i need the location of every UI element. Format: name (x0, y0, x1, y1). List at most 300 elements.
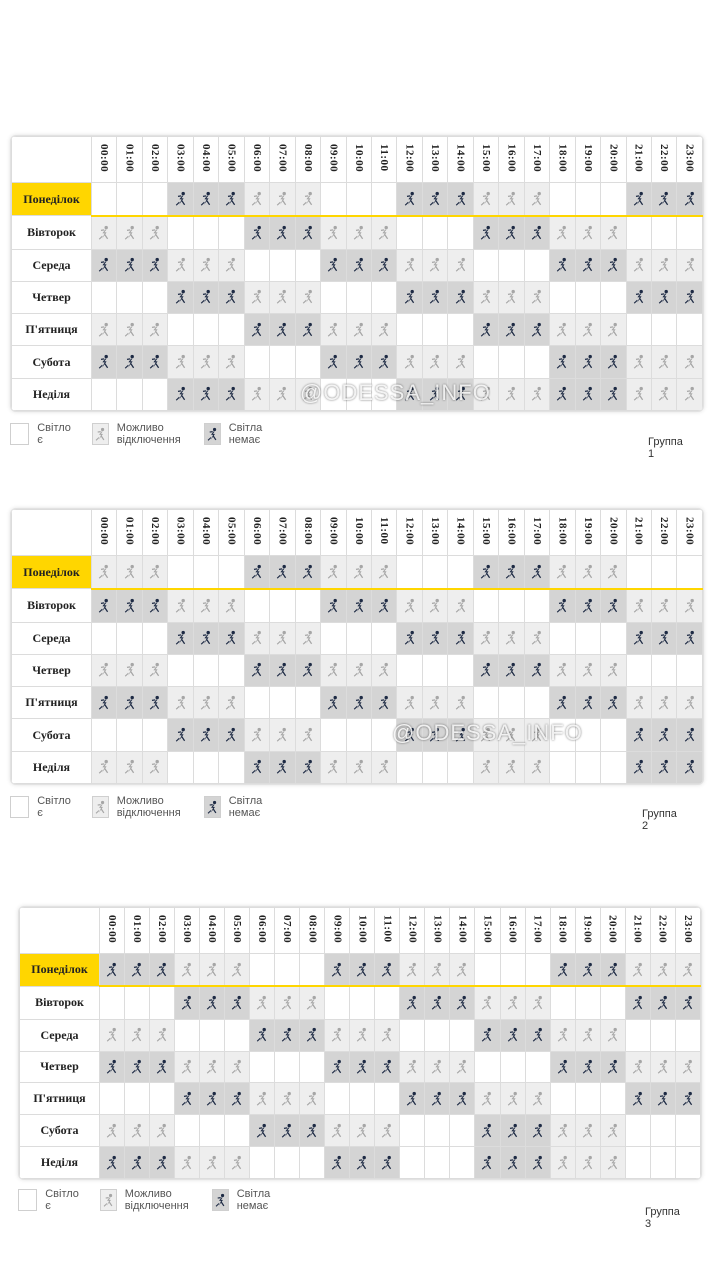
power-on-cell (350, 986, 375, 1019)
power-off-cell (92, 687, 117, 719)
power-on-cell (475, 954, 500, 987)
lightning-man-icon (225, 1091, 249, 1107)
power-on-cell (168, 556, 193, 589)
group-title: Группа 1 (648, 436, 683, 460)
lightning-man-icon (321, 695, 345, 711)
lightning-man-icon (92, 598, 116, 614)
lightning-man-icon (550, 225, 574, 241)
lightning-man-icon (576, 695, 600, 711)
possible-outage-cell (371, 314, 396, 346)
lightning-man-icon (150, 1059, 174, 1075)
possible-outage-cell (193, 346, 218, 378)
lightning-man-icon (150, 1027, 174, 1043)
hour-header (270, 137, 295, 183)
power-off-cell (270, 751, 295, 783)
power-on-cell (601, 622, 626, 654)
legend-swatch-on (18, 1189, 37, 1211)
hour-label: 23:00 (683, 143, 696, 173)
schedule-table (11, 509, 703, 784)
possible-outage-cell (92, 556, 117, 589)
watermark: @ODESSA_INFO (300, 380, 491, 405)
lightning-man-icon (168, 354, 192, 370)
lightning-man-icon (475, 995, 499, 1011)
power-on-cell (371, 281, 396, 313)
possible-outage-cell (651, 687, 676, 719)
power-off-cell (651, 622, 676, 654)
lightning-man-icon (296, 289, 320, 305)
power-on-cell (100, 986, 125, 1019)
power-off-cell (601, 346, 626, 378)
lightning-man-icon (425, 1091, 449, 1107)
lightning-man-icon (652, 759, 676, 775)
possible-outage-cell (371, 654, 396, 686)
power-on-cell (350, 1083, 375, 1115)
power-on-cell (321, 183, 346, 216)
power-on-cell (250, 1147, 275, 1179)
power-on-cell (225, 1115, 250, 1147)
lightning-man-icon (475, 1155, 499, 1171)
lightning-man-icon (375, 1155, 399, 1171)
lightning-man-icon (275, 1091, 299, 1107)
lightning-man-icon (372, 354, 396, 370)
hour-header (626, 137, 651, 183)
hour-label: 00:00 (98, 143, 111, 173)
power-off-cell (473, 556, 498, 589)
lightning-man-icon (550, 257, 574, 273)
power-off-cell (601, 378, 626, 410)
power-on-cell (400, 1019, 425, 1051)
power-on-cell (295, 249, 320, 281)
possible-outage-cell (225, 1147, 250, 1179)
lightning-man-icon (270, 322, 294, 338)
possible-outage-cell (400, 954, 425, 987)
power-off-cell (524, 556, 549, 589)
lightning-man-icon (92, 796, 109, 818)
lightning-man-icon (200, 962, 224, 978)
lightning-man-icon (270, 191, 294, 207)
power-off-cell (448, 281, 473, 313)
power-off-cell (422, 622, 447, 654)
possible-outage-cell (626, 249, 651, 281)
power-off-cell (193, 622, 218, 654)
power-on-cell (677, 314, 703, 346)
possible-outage-cell (371, 556, 396, 589)
lightning-man-icon (676, 995, 700, 1011)
lightning-man-icon (92, 225, 116, 241)
lightning-man-icon (372, 322, 396, 338)
hours-header-row (20, 908, 701, 954)
lightning-man-icon (652, 727, 676, 743)
power-on-cell (275, 1147, 300, 1179)
possible-outage-cell (475, 986, 500, 1019)
possible-outage-cell (448, 687, 473, 719)
hour-header (371, 510, 396, 556)
lightning-man-icon (676, 962, 700, 978)
lightning-man-icon (325, 1155, 349, 1171)
lightning-man-icon (601, 1027, 625, 1043)
possible-outage-cell (275, 986, 300, 1019)
possible-outage-cell (626, 687, 651, 719)
lightning-man-icon (270, 630, 294, 646)
lightning-man-icon (372, 564, 396, 580)
lightning-man-icon (601, 386, 625, 402)
day-label: Понеділок (12, 183, 92, 216)
power-off-cell (425, 986, 450, 1019)
possible-outage-cell (525, 986, 550, 1019)
lightning-man-icon (347, 662, 371, 678)
power-on-cell (117, 378, 142, 410)
lightning-man-icon (372, 225, 396, 241)
lightning-man-icon (375, 1123, 399, 1139)
power-on-cell (321, 281, 346, 313)
power-off-cell (375, 1051, 400, 1083)
power-off-cell (448, 183, 473, 216)
power-off-cell (346, 687, 371, 719)
power-off-cell (125, 954, 150, 987)
lightning-man-icon (551, 1027, 575, 1043)
power-off-cell (117, 346, 142, 378)
power-on-cell (524, 687, 549, 719)
lightning-man-icon (200, 1059, 224, 1075)
legend-label: Світла немає (228, 795, 263, 819)
power-off-cell (168, 622, 193, 654)
lightning-man-icon (245, 564, 269, 580)
power-off-cell (168, 183, 193, 216)
possible-outage-cell (117, 216, 142, 249)
schedule-table-panel (10, 508, 704, 785)
possible-outage-cell (175, 1147, 200, 1179)
day-row (12, 249, 703, 281)
possible-outage-cell (499, 281, 524, 313)
lightning-man-icon (296, 386, 320, 402)
power-off-cell (397, 183, 422, 216)
lightning-man-icon (245, 289, 269, 305)
power-on-cell (219, 654, 244, 686)
hour-header (550, 137, 575, 183)
power-off-cell (142, 249, 167, 281)
lightning-man-icon (296, 759, 320, 775)
hour-label: 11:00 (378, 517, 391, 545)
power-on-cell (142, 378, 167, 410)
possible-outage-cell (150, 1019, 175, 1051)
lightning-man-icon (168, 289, 192, 305)
lightning-man-icon (525, 225, 549, 241)
power-on-cell (295, 346, 320, 378)
power-on-cell (550, 183, 575, 216)
possible-outage-cell (244, 622, 269, 654)
possible-outage-cell (575, 556, 600, 589)
lightning-man-icon (677, 695, 702, 711)
schedule-table-panel (10, 135, 704, 412)
legend (10, 422, 285, 446)
hour-label: 14:00 (454, 143, 467, 173)
lightning-man-icon (194, 354, 218, 370)
lightning-man-icon (175, 995, 199, 1011)
group-title: Группа 2 (642, 808, 677, 832)
power-on-cell (295, 687, 320, 719)
lightning-man-icon (300, 1123, 324, 1139)
legend-label: Світло є (37, 795, 71, 819)
lightning-man-icon (550, 564, 574, 580)
hour-header (600, 908, 625, 954)
hour-label: 08:00 (306, 914, 319, 944)
lightning-man-icon (448, 598, 472, 614)
lightning-man-icon (651, 962, 675, 978)
power-off-cell (295, 654, 320, 686)
hour-header (125, 908, 150, 954)
legend-item-off (204, 422, 268, 446)
power-off-cell (175, 1083, 200, 1115)
power-off-cell (193, 719, 218, 751)
lightning-man-icon (627, 727, 651, 743)
lightning-man-icon (652, 354, 676, 370)
power-off-cell (601, 687, 626, 719)
hour-label: 02:00 (149, 516, 162, 546)
possible-outage-cell (346, 654, 371, 686)
power-off-cell (125, 1051, 150, 1083)
lightning-man-icon (347, 759, 371, 775)
day-row (20, 954, 701, 987)
power-off-cell (150, 1147, 175, 1179)
lightning-man-icon (677, 630, 702, 646)
possible-outage-cell (473, 281, 498, 313)
lightning-man-icon (499, 759, 523, 775)
lightning-man-icon (627, 289, 651, 305)
power-off-cell (675, 986, 700, 1019)
possible-outage-cell (275, 1083, 300, 1115)
hour-header (168, 510, 193, 556)
lightning-man-icon (321, 598, 345, 614)
possible-outage-cell (295, 183, 320, 216)
possible-outage-cell (295, 719, 320, 751)
lightning-man-icon (652, 630, 676, 646)
day-label: Четвер (12, 654, 92, 686)
power-on-cell (275, 954, 300, 987)
possible-outage-cell (525, 1083, 550, 1115)
lightning-man-icon (397, 598, 421, 614)
lightning-man-icon (450, 962, 474, 978)
lightning-man-icon (100, 1155, 124, 1171)
lightning-man-icon (117, 662, 141, 678)
hour-header (244, 510, 269, 556)
lightning-man-icon (372, 662, 396, 678)
power-off-cell (244, 751, 269, 783)
hour-header (550, 908, 575, 954)
hour-header (325, 908, 350, 954)
lightning-man-icon (275, 995, 299, 1011)
power-off-cell (125, 1147, 150, 1179)
lightning-man-icon (270, 727, 294, 743)
lightning-man-icon (626, 962, 650, 978)
power-on-cell (575, 1083, 600, 1115)
power-off-cell (200, 1083, 225, 1115)
lightning-man-icon (225, 1059, 249, 1075)
lightning-man-icon (423, 257, 447, 273)
lightning-man-icon (397, 630, 421, 646)
day-row (12, 687, 703, 719)
lightning-man-icon (475, 1091, 499, 1107)
power-off-cell (400, 1083, 425, 1115)
power-off-cell (626, 751, 651, 783)
hour-label: 21:00 (631, 914, 644, 944)
lightning-man-icon (92, 322, 116, 338)
possible-outage-cell (450, 1051, 475, 1083)
power-off-cell (295, 314, 320, 346)
power-on-cell (346, 183, 371, 216)
lightning-man-icon (601, 354, 625, 370)
power-off-cell (100, 954, 125, 987)
power-on-cell (397, 751, 422, 783)
lightning-man-icon (350, 1155, 374, 1171)
possible-outage-cell (325, 1019, 350, 1051)
lightning-man-icon (601, 1155, 625, 1171)
power-off-cell (550, 589, 575, 622)
possible-outage-cell (524, 281, 549, 313)
possible-outage-cell (142, 314, 167, 346)
possible-outage-cell (346, 751, 371, 783)
power-off-cell (219, 622, 244, 654)
lightning-man-icon (400, 995, 424, 1011)
power-off-cell (142, 687, 167, 719)
day-label: Понеділок (20, 954, 100, 987)
power-on-cell (397, 216, 422, 249)
lightning-man-icon (425, 1059, 449, 1075)
lightning-man-icon (525, 727, 549, 743)
lightning-man-icon (448, 257, 472, 273)
power-on-cell (601, 719, 626, 751)
power-off-cell (626, 622, 651, 654)
possible-outage-cell (524, 183, 549, 216)
power-off-cell (600, 954, 625, 987)
lightning-man-icon (125, 1027, 149, 1043)
possible-outage-cell (92, 654, 117, 686)
power-on-cell (524, 249, 549, 281)
legend-label: Можливо відключення (116, 795, 181, 819)
lightning-man-icon (245, 386, 269, 402)
lightning-man-icon (300, 1027, 324, 1043)
lightning-man-icon (168, 386, 192, 402)
power-on-cell (125, 1083, 150, 1115)
hour-header (250, 908, 275, 954)
lightning-man-icon (550, 322, 574, 338)
lightning-man-icon (501, 1155, 525, 1171)
power-off-cell (475, 1115, 500, 1147)
possible-outage-cell (601, 216, 626, 249)
power-off-cell (575, 954, 600, 987)
lightning-man-icon (117, 225, 141, 241)
power-on-cell (321, 378, 346, 410)
power-on-cell (626, 556, 651, 589)
lightning-man-icon (550, 354, 574, 370)
possible-outage-cell (626, 346, 651, 378)
power-on-cell (193, 654, 218, 686)
hour-header (270, 510, 295, 556)
hour-label: 05:00 (225, 143, 238, 173)
power-on-cell (193, 556, 218, 589)
day-row (12, 216, 703, 249)
power-off-cell (575, 687, 600, 719)
hour-header (142, 510, 167, 556)
power-on-cell (400, 1147, 425, 1179)
power-off-cell (525, 1147, 550, 1179)
power-on-cell (244, 687, 269, 719)
lightning-man-icon (219, 598, 243, 614)
power-off-cell (193, 183, 218, 216)
hour-label: 14:00 (456, 914, 469, 944)
lightning-man-icon (601, 257, 625, 273)
hour-header (117, 510, 142, 556)
power-on-cell (473, 249, 498, 281)
hour-header (219, 137, 244, 183)
hour-header (450, 908, 475, 954)
lightning-man-icon (576, 386, 600, 402)
lightning-man-icon (499, 662, 523, 678)
possible-outage-cell (626, 378, 651, 410)
possible-outage-cell (168, 249, 193, 281)
possible-outage-cell (550, 1147, 575, 1179)
lightning-man-icon (143, 564, 167, 580)
possible-outage-cell (270, 622, 295, 654)
legend-item-power-on (18, 1188, 82, 1212)
power-on-cell (100, 1083, 125, 1115)
lightning-man-icon (626, 1059, 650, 1075)
possible-outage-cell (244, 281, 269, 313)
power-on-cell (422, 216, 447, 249)
power-on-cell (142, 281, 167, 313)
lightning-man-icon (347, 257, 371, 273)
possible-outage-cell (650, 954, 675, 987)
possible-outage-cell (448, 589, 473, 622)
lightning-man-icon (501, 1091, 525, 1107)
possible-outage-cell (100, 1019, 125, 1051)
lightning-man-icon (92, 354, 116, 370)
power-on-cell (448, 556, 473, 589)
lightning-man-icon (117, 322, 141, 338)
power-on-cell (321, 719, 346, 751)
power-on-cell (175, 1019, 200, 1051)
lightning-man-icon (92, 662, 116, 678)
hour-label: 09:00 (327, 143, 340, 173)
possible-outage-cell (270, 719, 295, 751)
lightning-man-icon (321, 662, 345, 678)
legend-swatch-on (10, 796, 29, 818)
power-on-cell (601, 281, 626, 313)
power-off-cell (371, 249, 396, 281)
lightning-man-icon (397, 191, 421, 207)
day-row (20, 1115, 701, 1147)
lightning-man-icon (200, 1155, 224, 1171)
possible-outage-cell (473, 622, 498, 654)
lightning-man-icon (296, 630, 320, 646)
possible-outage-cell (397, 249, 422, 281)
power-on-cell (142, 622, 167, 654)
lightning-man-icon (525, 662, 549, 678)
lightning-man-icon (576, 225, 600, 241)
power-off-cell (270, 216, 295, 249)
hour-label: 19:00 (581, 914, 594, 944)
power-on-cell (397, 556, 422, 589)
power-off-cell (225, 986, 250, 1019)
possible-outage-cell (193, 249, 218, 281)
power-on-cell (422, 556, 447, 589)
possible-outage-cell (346, 556, 371, 589)
lightning-man-icon (397, 727, 421, 743)
lightning-man-icon (347, 322, 371, 338)
power-off-cell (219, 719, 244, 751)
lightning-man-icon (474, 289, 498, 305)
possible-outage-cell (601, 654, 626, 686)
lightning-man-icon (551, 1059, 575, 1075)
